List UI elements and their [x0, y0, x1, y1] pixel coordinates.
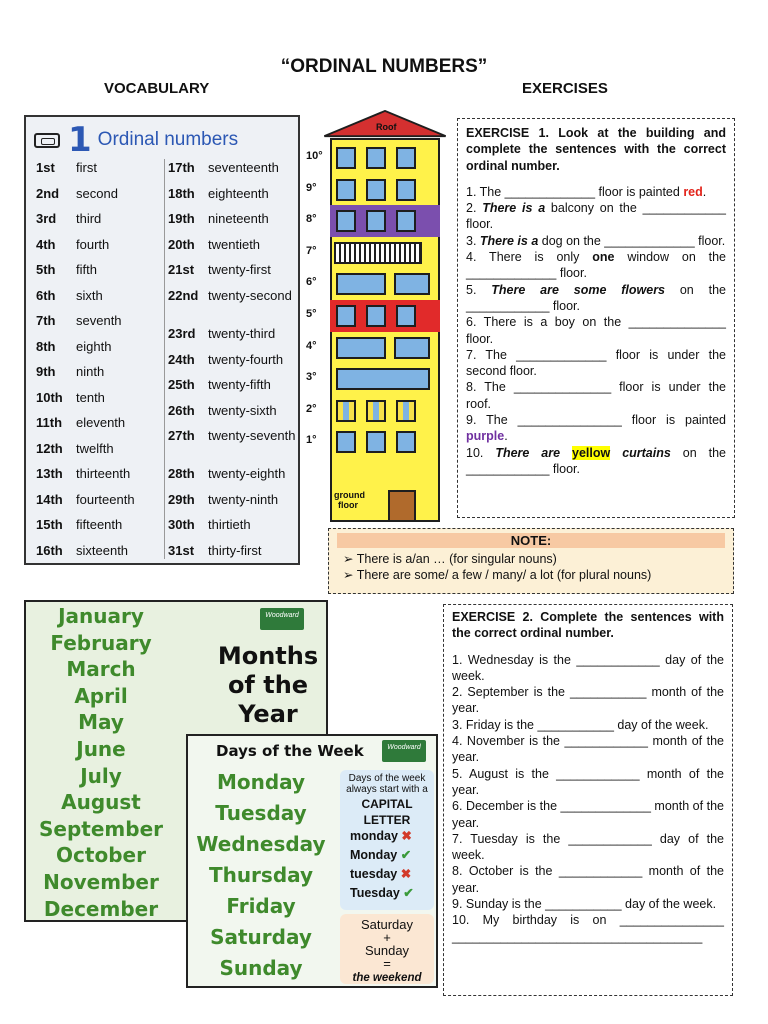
ordinal-row [36, 289, 166, 303]
month-name: September [39, 816, 163, 841]
ordinal-abbrev: 6th [36, 287, 56, 303]
ordinal-abbrev: 8th [36, 338, 56, 354]
ordinal-abbrev: 28th [168, 466, 195, 481]
ordinal-row [36, 187, 166, 201]
text: 2. [466, 201, 483, 216]
exercise-2-item: 5. August is the ____________ month of the year. [452, 766, 724, 797]
ordinal-row [36, 442, 166, 456]
ordinal-abbrev: 11th [36, 415, 63, 430]
day-name: Monday [216, 770, 306, 794]
window [366, 305, 386, 327]
window [366, 147, 386, 169]
exercise-2-item: 4. November is the ____________ month of the year. [452, 734, 724, 765]
ordinal-abbrev: 14th [36, 491, 63, 507]
ordinal-word: tenth [76, 389, 105, 405]
ordinal-word: fourth [76, 236, 110, 252]
floor-number-label: 8° [306, 213, 317, 226]
month-name: April [74, 683, 128, 708]
ordinal-abbrev: 22nd [168, 288, 199, 303]
ordinal-word: fifth [76, 262, 97, 277]
example-text: Tuesday [350, 886, 400, 900]
month-name: October [56, 843, 146, 868]
window [366, 431, 386, 453]
window [396, 210, 416, 232]
text: 10. [466, 445, 496, 460]
ordinal-abbrev: 18th [168, 186, 195, 201]
exercise-1-item-10 [466, 445, 726, 478]
ordinal-row [36, 544, 166, 558]
window [366, 400, 386, 422]
exercise-1-title: EXERCISE 1. Look at the building and complete the sentences with the correct ordinal number. [466, 126, 726, 173]
example-right [340, 846, 434, 865]
ordinal-word: twenty-third [208, 326, 276, 341]
window [396, 400, 416, 422]
months-title-line: Months [217, 642, 319, 670]
day-name: Friday [226, 894, 296, 918]
ordinal-row [36, 365, 166, 379]
exercise-2-box [443, 604, 733, 996]
page-title: “ORDINAL NUMBERS” [280, 56, 488, 77]
roof-label: Roof [376, 122, 397, 132]
floor-number-label: 2° [306, 402, 317, 415]
month-name: June [76, 737, 126, 761]
month-name: March [66, 657, 136, 682]
floor-number-label: 1° [306, 434, 317, 447]
window [366, 179, 386, 201]
ordinal-abbrev: 5th [36, 262, 56, 277]
exercise-2-item: 2. September is the ___________ month of the year. [452, 685, 724, 716]
publisher-badge: Woodward [260, 608, 304, 630]
ordinal-row [36, 263, 166, 277]
ordinal-word: thirtieth [208, 517, 251, 532]
ordinal-row [36, 212, 166, 226]
ordinal-abbrev: 12th [36, 440, 63, 456]
ground-floor-label [334, 490, 365, 510]
ground-label-line-1: ground [334, 490, 365, 500]
months-title-line: Year [238, 700, 298, 728]
weekend-text: Saturday [360, 917, 414, 932]
check-icon: ✔ [400, 848, 412, 862]
weekend-text: = [383, 956, 391, 971]
example-text: monday [350, 829, 398, 843]
days-card-header [188, 736, 436, 764]
text: on the ____________ floor. [466, 445, 726, 476]
ordinal-abbrev: 16th [36, 542, 63, 558]
cross-icon: ✖ [401, 829, 412, 843]
exercise-1-item-6: 6. There is a boy on the ______________ floor. [466, 315, 726, 346]
floor-number-label: 6° [306, 276, 317, 289]
window [336, 305, 356, 327]
text: 1. The _____________ floor is painted [466, 184, 684, 199]
month-name: August [61, 790, 141, 815]
ordinal-row [168, 378, 298, 392]
exercise-1-item-1 [466, 184, 726, 200]
text: 4. There is only [466, 250, 593, 265]
exercise-2-item: 7. Tuesday is the ____________ day of the week. [452, 831, 724, 863]
building-illustration [306, 110, 452, 520]
floor-number-label: 3° [306, 371, 317, 384]
grammar-note [328, 528, 734, 594]
ordinal-row [168, 467, 298, 481]
ordinal-word: eighth [76, 338, 112, 354]
ordinal-word: fifteenth [76, 517, 123, 532]
ordinal-word: thirty-first [208, 543, 262, 558]
ordinal-row [36, 340, 166, 354]
exercise-2-title: EXERCISE 2. Complete the sentences with the correct ordinal number. [452, 610, 724, 641]
weekend-text: the weekend [352, 972, 422, 984]
emphasis: There are some flowers [491, 282, 666, 297]
month-name: January [58, 604, 144, 628]
day-name: Thursday [208, 863, 314, 887]
ordinal-word: second [76, 185, 118, 201]
ordinal-row [168, 429, 298, 443]
tip-text: Days of the week [348, 773, 426, 784]
ordinal-abbrev: 3rd [36, 211, 57, 226]
capital-letter-tip [340, 770, 434, 910]
cassette-icon [34, 133, 60, 148]
tip-capital: LETTER [363, 813, 411, 827]
emphasis: There is a [482, 201, 546, 216]
ordinal-abbrev: 20th [168, 237, 195, 252]
ordinal-abbrev: 26th [168, 403, 195, 418]
ordinal-row [36, 416, 166, 430]
day-name: Saturday [210, 925, 312, 949]
note-text: There are some/ a few / many/ a lot (for plural nouns) [356, 568, 652, 582]
ordinal-abbrev: 24th [168, 352, 195, 367]
text: 5. [466, 282, 492, 297]
day-name: Wednesday [196, 832, 326, 856]
ordinal-word: seventh [76, 313, 122, 328]
ordinal-word: twenty-sixth [208, 403, 277, 418]
ordinal-abbrev: 27th [168, 428, 195, 443]
ordinal-row [36, 467, 166, 481]
exercise-2-item: 9. Sunday is the ___________ day of the week. [452, 897, 717, 912]
publisher-badge: Woodward [382, 740, 426, 762]
text: window on the _____________ floor. [466, 250, 727, 281]
ground-label-line-2: floor [338, 500, 358, 510]
exercise-1-box [457, 118, 735, 518]
note-text: There is a/an … (for singular nouns) [356, 552, 557, 566]
ordinal-row [168, 544, 298, 558]
window [336, 179, 356, 201]
arrow-bullet-icon: ➢ [343, 568, 357, 582]
ordinal-row [168, 289, 298, 303]
cross-icon: ✖ [400, 867, 412, 881]
ordinal-numbers-card [24, 115, 300, 565]
ordinal-word: seventeenth [208, 160, 279, 175]
window [366, 210, 386, 232]
tip-text: always start with a [346, 784, 428, 795]
example-wrong [340, 827, 434, 846]
example-text: tuesday [350, 867, 398, 881]
window [394, 337, 430, 359]
ordinal-abbrev: 7th [36, 313, 56, 328]
window [396, 431, 416, 453]
window [336, 337, 386, 359]
exercise-2-item: 10. My birthday is on _______________ ____________________________________ [452, 913, 724, 944]
ordinal-word: twenty-ninth [208, 492, 279, 507]
front-door [388, 490, 416, 522]
ordinal-card-title: Ordinal numbers [97, 129, 239, 150]
exercise-2-item: 1. Wednesday is the ____________ day of the week. [452, 652, 724, 683]
floor-number-label: 10° [306, 150, 323, 162]
ordinal-abbrev: 23rd [168, 326, 196, 341]
month-name: July [80, 763, 122, 788]
ordinal-word: fourteenth [76, 491, 135, 507]
ordinal-word: twenty-second [208, 288, 292, 303]
window [396, 147, 416, 169]
exercise-2-items [452, 652, 724, 945]
emphasis: There is a [479, 233, 539, 248]
text: . [504, 429, 508, 444]
text: 3. [466, 233, 480, 248]
emphasis: curtains [610, 445, 671, 460]
note-heading: NOTE: [337, 533, 725, 548]
example-right [340, 884, 434, 903]
ordinal-row [168, 518, 298, 532]
ordinal-abbrev: 31st [168, 543, 195, 558]
long-window [336, 368, 430, 390]
ordinal-abbrev: 1st [36, 160, 55, 175]
ordinal-card-header [34, 120, 239, 160]
text: 9. The _______________ floor is painted [466, 413, 726, 428]
day-name: Sunday [219, 956, 303, 980]
check-icon: ✔ [403, 886, 414, 900]
weekend-text: Sunday [364, 943, 410, 958]
ordinal-word: ninth [76, 364, 105, 379]
ordinal-word: eleventh [76, 415, 126, 430]
ordinal-word: twenty-fifth [208, 377, 271, 392]
floor-number-label: 5° [306, 308, 317, 320]
months-title [210, 642, 326, 729]
floor-number-label: 4° [306, 339, 317, 352]
ordinal-word: sixteenth [76, 542, 129, 558]
month-name: December [43, 896, 159, 921]
highlight-yellow: yellow [572, 445, 611, 460]
example-wrong [340, 865, 434, 884]
floor-number-label: 9° [306, 181, 317, 194]
ordinal-word: twenty-eighth [208, 466, 286, 481]
window [336, 210, 356, 232]
month-name: November [43, 870, 159, 894]
ordinal-abbrev: 9th [36, 364, 56, 379]
exercises-heading: EXERCISES [522, 80, 608, 97]
ordinal-word: thirteenth [76, 466, 131, 481]
exercise-1-item-4 [466, 249, 726, 282]
ordinal-row [168, 263, 298, 277]
ordinal-row [168, 238, 298, 252]
unit-number: 1 [68, 120, 92, 160]
ordinal-word: twenty-fourth [208, 352, 284, 367]
ordinal-word: twelfth [76, 440, 114, 456]
ordinal-row [168, 404, 298, 418]
note-line-2 [337, 567, 725, 583]
ordinal-abbrev: 17th [168, 160, 195, 175]
window [396, 305, 416, 327]
ordinal-word: twenty-first [208, 262, 271, 277]
window [336, 400, 356, 422]
window [336, 147, 356, 169]
exercise-2-item: 6. December is the _____________ month of the year. [452, 799, 724, 830]
ordinal-word: nineteenth [208, 211, 269, 226]
ordinal-row [168, 353, 298, 367]
window [394, 273, 430, 295]
note-line-1 [337, 551, 725, 567]
ordinal-row [168, 187, 298, 201]
arrow-bullet-icon: ➢ [343, 552, 357, 566]
highlight-red: red [683, 184, 703, 199]
ordinal-row [168, 161, 298, 175]
ordinal-abbrev: 13th [36, 466, 63, 481]
ordinal-abbrev: 4th [36, 236, 56, 252]
ordinal-row [36, 314, 166, 328]
exercise-1-item-8: 8. The ______________ floor is under the roof. [466, 380, 726, 411]
ordinal-word: third [76, 211, 102, 226]
ordinal-word: sixth [76, 287, 103, 303]
ordinal-row [168, 327, 298, 341]
exercise-1-item-3 [466, 233, 726, 249]
exercise-1-item-9 [466, 412, 726, 445]
ordinal-row [168, 493, 298, 507]
window [336, 431, 356, 453]
vocabulary-heading: VOCABULARY [104, 80, 210, 97]
ordinal-abbrev: 29th [168, 492, 195, 507]
ordinal-word: twenty-seventh [208, 428, 296, 443]
window [396, 179, 416, 201]
ordinal-row [168, 212, 298, 226]
emphasis: one [592, 250, 615, 265]
day-name: Tuesday [215, 801, 307, 825]
balcony [334, 242, 422, 264]
days-card-title: Days of the Week [216, 742, 364, 760]
ordinal-abbrev: 19th [168, 211, 195, 226]
ordinal-abbrev: 2nd [36, 185, 60, 201]
ordinal-row [36, 391, 166, 405]
exercise-1-item-7: 7. The _____________ floor is under the second floor. [466, 347, 726, 379]
ordinal-word: twentieth [208, 237, 261, 252]
exercise-1-item-2 [466, 200, 726, 233]
month-name: May [78, 710, 124, 735]
exercise-2-item: 3. Friday is the ___________ day of the week. [452, 717, 709, 732]
floor-number-label: 7° [306, 244, 317, 257]
ordinal-row [36, 493, 166, 507]
highlight-purple: purple [466, 429, 505, 444]
weekend-text: + [383, 930, 391, 945]
ordinal-abbrev: 30th [168, 517, 195, 532]
ordinal-word: first [76, 160, 97, 175]
months-title-line: of the [227, 671, 309, 699]
ordinal-row [36, 238, 166, 252]
text: dog on the _____________ floor. [538, 233, 726, 248]
ordinal-abbrev: 15th [36, 517, 63, 532]
text: balcony on the ____________ floor. [466, 201, 726, 232]
exercise-2-item: 8. October is the ____________ month of the year. [452, 864, 724, 895]
example-text: Monday [350, 848, 398, 862]
window [336, 273, 386, 295]
ordinal-row [36, 518, 166, 532]
ordinal-word: eighteenth [208, 186, 269, 201]
emphasis: There are [495, 445, 573, 460]
days-of-week-card [186, 734, 438, 988]
tip-capital: CAPITAL [361, 797, 413, 811]
exercise-1-item-5 [466, 282, 726, 315]
ordinal-abbrev: 21st [168, 262, 195, 277]
ordinal-abbrev: 10th [36, 389, 63, 405]
weekend-tip [340, 914, 434, 984]
ordinal-abbrev: 25th [168, 377, 195, 392]
text: on the ____________ floor. [466, 282, 726, 313]
month-name: February [50, 630, 152, 655]
ordinal-row [36, 161, 166, 175]
text: . [702, 184, 707, 199]
